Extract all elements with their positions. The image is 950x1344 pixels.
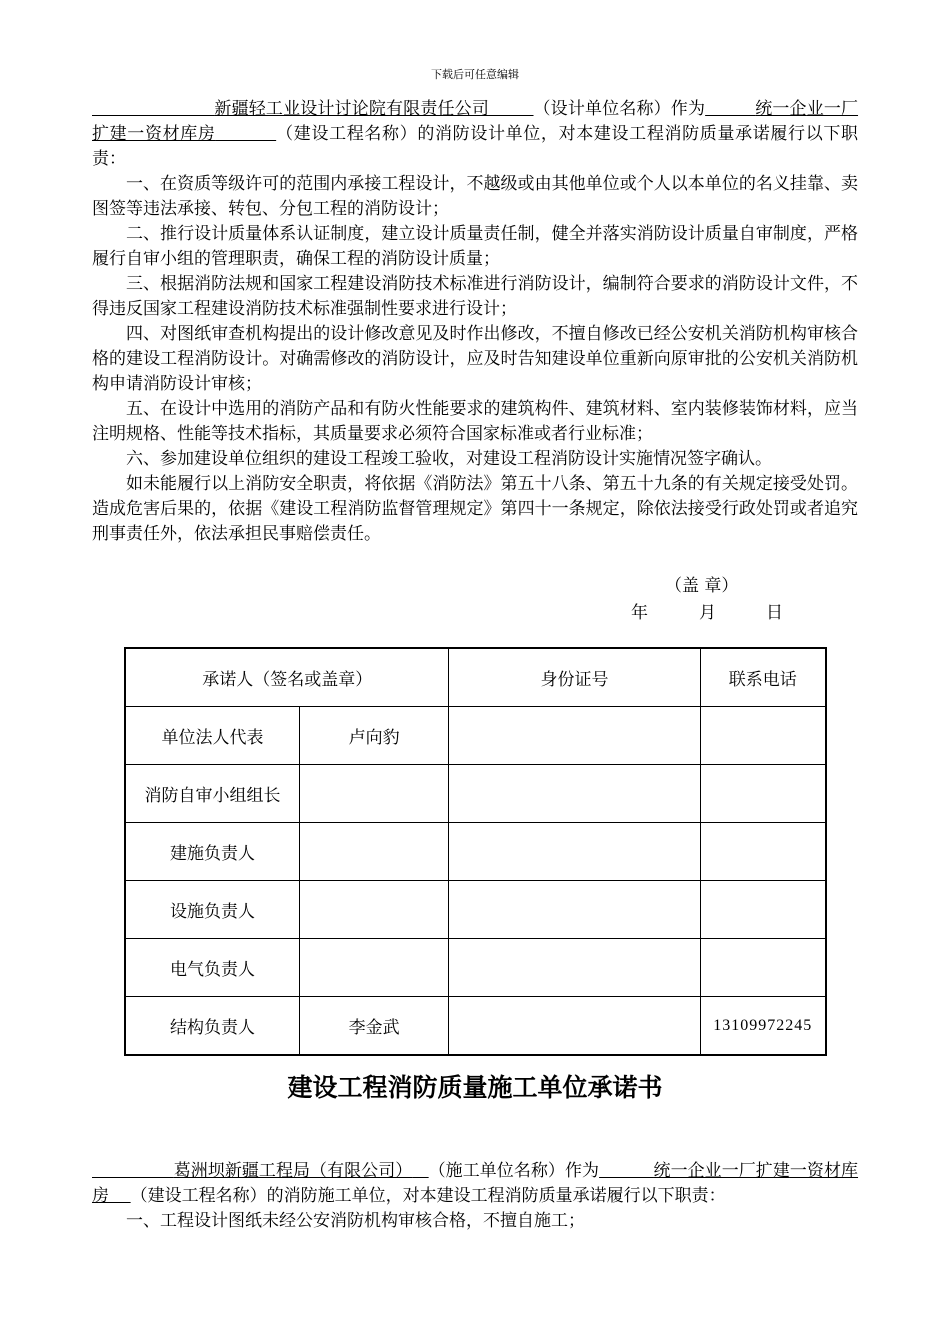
construction-unit-name-label: （施工单位名称）作为 <box>428 1161 600 1181</box>
construction-intro-paragraph <box>92 1159 858 1209</box>
design-unit-name: 新疆轻工业设计讨论院有限责任公司 <box>214 99 489 119</box>
construction-unit-name: 葛洲坝新疆工程局（有限公司） <box>173 1161 413 1181</box>
design-intro-paragraph <box>92 97 858 172</box>
table-row <box>125 881 826 939</box>
construction-project-name-1: 统一企业一厂扩建 <box>653 1161 790 1181</box>
table-row <box>125 765 826 823</box>
design-project-label-duty: （建设工程名称）的消防设计单位，对本建设工程消防质量承诺履行以下职责： <box>92 124 859 169</box>
name-cell: 李金武 <box>299 997 449 1056</box>
date-day-label: 日 <box>766 603 783 623</box>
header-signer: 承诺人（签名或盖章） <box>125 648 449 707</box>
design-unit-name-label: （设计单位名称）作为 <box>533 99 706 119</box>
role-cell: 电气负责人 <box>125 939 299 997</box>
design-item-3: 三、根据消防法规和国家工程建设消防技术标准进行消防设计，编制符合要求的消防设计文件，不得违反国家工程建设消防技术标准强制性要求进行设计； <box>92 274 858 319</box>
id-cell <box>449 939 700 997</box>
table-row <box>125 997 826 1056</box>
phone-cell <box>700 881 826 939</box>
name-cell <box>299 765 449 823</box>
phone-cell <box>700 823 826 881</box>
name-cell: 卢向豹 <box>299 707 449 765</box>
signature-table <box>124 647 827 1056</box>
construction-unit-pledge <box>92 1159 858 1234</box>
phone-cell <box>700 707 826 765</box>
id-cell <box>449 823 700 881</box>
header-id-number: 身份证号 <box>449 648 700 707</box>
construction-project-label-duty: （建设工程名称）的消防施工单位，对本建设工程消防质量承诺履行以下职责： <box>130 1186 726 1206</box>
role-cell: 建施负责人 <box>125 823 299 881</box>
table-header-row <box>125 648 826 707</box>
phone-cell: 13109972245 <box>700 997 826 1056</box>
design-project-name-2: 业一厂扩建一资材库房 <box>92 99 859 144</box>
date-month-label: 月 <box>699 603 716 623</box>
construction-pledge-title: 建设工程消防质量施工单位承诺书 <box>287 1073 663 1102</box>
table-row <box>125 939 826 997</box>
phone-cell <box>700 939 826 997</box>
date-year-label: 年 <box>631 603 648 623</box>
design-project-name-1: 统一企 <box>755 99 807 119</box>
role-cell: 消防自审小组组长 <box>125 765 299 823</box>
construction-project-name-2: 一资材库房 <box>92 1161 859 1206</box>
design-item-1: 一、在资质等级许可的范围内承接工程设计，不越级或由其他单位或个人以本单位的名义挂靠、卖图签等违法承接、转包、分包工程的消防设计； <box>92 174 858 219</box>
name-cell <box>299 881 449 939</box>
construction-item-1: 一、工程设计图纸未经公安消防机构审核合格，不擅自施工； <box>126 1211 585 1231</box>
id-cell <box>449 707 700 765</box>
id-cell <box>449 997 700 1056</box>
role-cell: 设施负责人 <box>125 881 299 939</box>
header-note: 下载后可任意编辑 <box>431 68 519 81</box>
header-phone: 联系电话 <box>700 648 826 707</box>
phone-cell <box>700 765 826 823</box>
id-cell <box>449 765 700 823</box>
stamp-label: （盖 章） <box>665 576 739 596</box>
design-item-6: 六、参加建设单位组织的建设工程竣工验收，对建设工程消防设计实施情况签字确认。 <box>126 449 772 469</box>
name-cell <box>299 939 449 997</box>
design-item-5: 五、在设计中选用的消防产品和有防火性能要求的建筑构件、建筑材料、室内装修装饰材料，应当注明规格、性能等技术指标，其质量要求必须符合国家标准或者行业标准； <box>92 399 858 444</box>
role-cell: 单位法人代表 <box>125 707 299 765</box>
design-unit-pledge <box>92 97 858 547</box>
design-item-4: 四、对图纸审查机构提出的设计修改意见及时作出修改，不擅自修改已经公安机关消防机构审核合格的建设工程消防设计。对确需修改的消防设计，应及时告知建设单位重新向原审批的公安机关消防机构申请消防设计审核； <box>92 324 858 394</box>
name-cell <box>299 823 449 881</box>
table-row <box>125 707 826 765</box>
table-row <box>125 823 826 881</box>
id-cell <box>449 881 700 939</box>
design-item-2: 二、推行设计质量体系认证制度，建立设计质量责任制，健全并落实消防设计质量自审制度，严格履行自审小组的管理职责，确保工程的消防设计质量； <box>92 224 858 269</box>
design-liability-paragraph: 如未能履行以上消防安全职责，将依据《消防法》第五十八条、第五十九条的有关规定接受处罚。造成危害后果的，依据《建设工程消防监督管理规定》第四十一条规定，除依法接受行政处罚或者追究刑事责任外，依法承担民事赔偿责任。 <box>92 474 858 544</box>
role-cell: 结构负责人 <box>125 997 299 1056</box>
